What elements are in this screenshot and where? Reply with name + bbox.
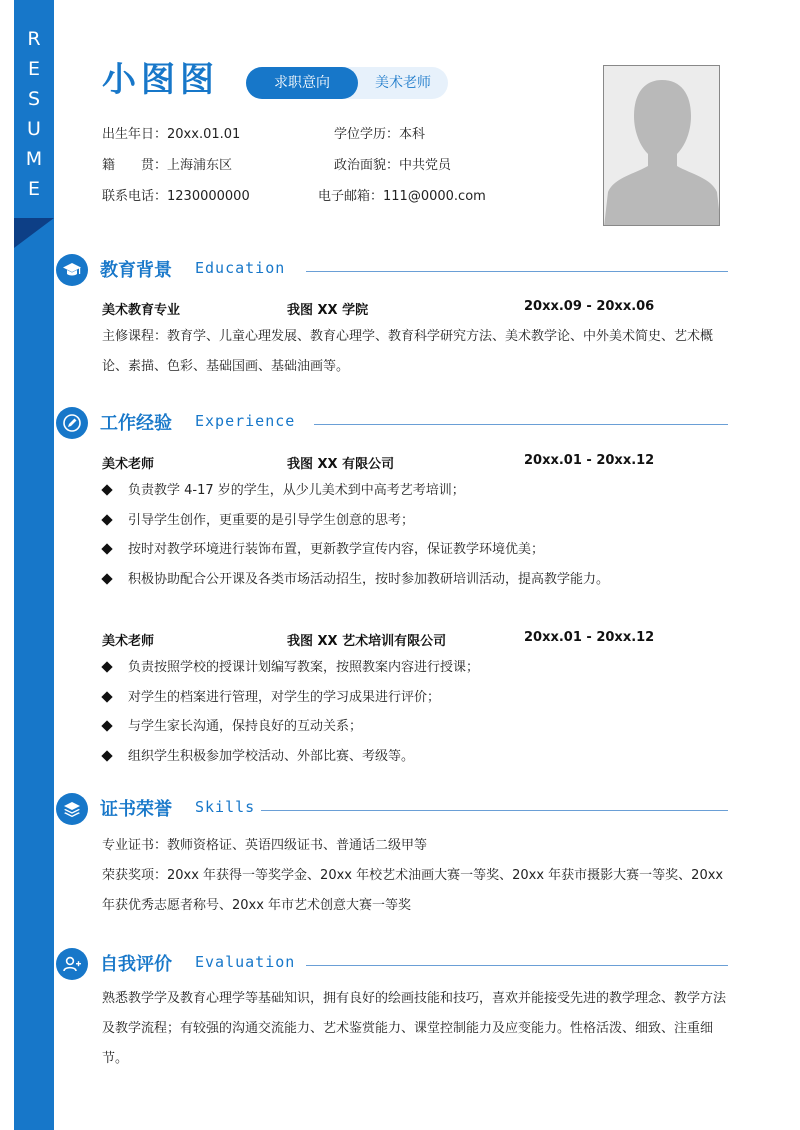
- list-item: [102, 683, 728, 713]
- list-item: [102, 565, 728, 595]
- info-origin: [102, 154, 232, 173]
- info-label: 政治面貌：: [334, 158, 400, 173]
- info-birth: [102, 123, 240, 142]
- info-value: 1230000000: [167, 189, 250, 204]
- info-label: 学位学历：: [334, 127, 400, 142]
- diamond-bullet-icon: [101, 543, 112, 554]
- diamond-bullet-icon: [101, 720, 112, 731]
- section-divider: [306, 965, 728, 966]
- evaluation-text: 熟悉教学学及教育心理学等基础知识，拥有良好的绘画技能和技巧，喜欢并能接受先进的教学理念、教学方法及教学流程；有较强的沟通交流能力、艺术鉴赏能力、课堂控制能力及应变能力。性格活泼、细致、注重细节。: [102, 991, 727, 1066]
- education-period: 20xx.09 - 20xx.06: [524, 299, 655, 314]
- graduation-cap-icon: [56, 254, 88, 286]
- info-value: 20xx.01.01: [167, 127, 241, 142]
- diamond-bullet-icon: [101, 750, 112, 761]
- section-divider: [306, 271, 728, 272]
- resume-letter: R: [27, 28, 41, 50]
- section-title-en: Evaluation: [195, 953, 296, 971]
- duty-text: 负责按照学校的授课计划编写教案，按照教案内容进行授课；: [128, 660, 480, 675]
- job-period: 20xx.01 - 20xx.12: [524, 630, 655, 645]
- person-silhouette-icon: [604, 66, 720, 226]
- list-item: [102, 653, 728, 683]
- profile-photo: [603, 65, 720, 226]
- education-school: 我图 XX 学院: [287, 303, 369, 318]
- diamond-bullet-icon: [101, 514, 112, 525]
- job-intent-pill: [246, 67, 448, 99]
- info-value: 111@0000.com: [383, 189, 486, 204]
- duty-text: 与学生家长沟通，保持良好的互动关系；: [128, 719, 363, 734]
- section-title: 自我评价: [100, 954, 172, 975]
- resume-letter: S: [27, 88, 41, 110]
- layers-icon: [56, 793, 88, 825]
- skills-certificates: 专业证书：教师资格证、英语四级证书、普通话二级甲等: [102, 838, 428, 853]
- section-evaluation-header: [56, 948, 736, 982]
- job-intent-value: 美术老师: [375, 75, 431, 91]
- resume-letter: E: [27, 178, 40, 200]
- section-title: 教育背景: [100, 260, 172, 281]
- list-item: [102, 506, 728, 536]
- education-major: 美术教育专业: [102, 303, 181, 318]
- education-row: [102, 299, 702, 318]
- section-skills-header: [56, 793, 736, 827]
- job-company: 我图 XX 艺术培训有限公司: [287, 634, 447, 649]
- section-title-en: Experience: [195, 412, 296, 430]
- section-title-en: Skills: [195, 798, 256, 816]
- resume-vertical-text: [14, 24, 54, 204]
- info-phone: [102, 185, 250, 204]
- section-title: 证书荣誉: [100, 799, 172, 820]
- job-row: [102, 453, 702, 472]
- info-degree: [334, 123, 425, 142]
- pencil-badge-icon: [56, 407, 88, 439]
- resume-letter: M: [25, 148, 43, 170]
- duty-text: 负责教学 4-17 岁的学生，从少儿美术到中高考艺考培训；: [128, 483, 465, 498]
- section-divider: [314, 424, 728, 425]
- job-role: 美术老师: [102, 457, 155, 472]
- info-value: 上海浦东区: [167, 158, 233, 173]
- job-company: 我图 XX 有限公司: [287, 457, 395, 472]
- info-label: 出生年日：: [102, 127, 168, 142]
- info-label: 电子邮箱：: [318, 189, 384, 204]
- side-band-fold: [14, 218, 54, 248]
- job-intent-label: 求职意向: [246, 67, 358, 99]
- job-role: 美术老师: [102, 634, 155, 649]
- diamond-bullet-icon: [101, 573, 112, 584]
- section-education-header: [56, 254, 736, 288]
- diamond-bullet-icon: [101, 484, 112, 495]
- candidate-name: 小图图: [102, 60, 219, 100]
- info-label: 籍 贯：: [102, 158, 168, 173]
- info-label: 联系电话：: [102, 189, 168, 204]
- section-title: 工作经验: [100, 413, 172, 434]
- info-value: 中共党员: [399, 158, 452, 173]
- list-item: [102, 476, 728, 506]
- resume-letter: E: [27, 58, 40, 80]
- job-period: 20xx.01 - 20xx.12: [524, 453, 655, 468]
- diamond-bullet-icon: [101, 691, 112, 702]
- info-political: [334, 154, 451, 173]
- section-experience-header: [56, 407, 736, 441]
- list-item: [102, 712, 728, 742]
- section-title-en: Education: [195, 259, 286, 277]
- list-item: [102, 535, 728, 565]
- education-courses: 主修课程：教育学、儿童心理发展、教育心理学、教育科学研究方法、美术教学论、中外美术简史、艺术概论、素描、色彩、基础国画、基础油画等。: [102, 329, 714, 374]
- job-duties-list: [102, 653, 728, 771]
- info-email: [318, 185, 486, 204]
- skills-awards: 荣获奖项：20xx 年获得一等奖学金、20xx 年校艺术油画大赛一等奖、20xx 年获市摄影大赛一等奖、20xx 年获优秀志愿者称号、20xx 年市艺术创意大赛一等奖: [102, 868, 724, 913]
- user-plus-icon: [56, 948, 88, 980]
- resume-letter: U: [27, 118, 41, 140]
- duty-text: 引导学生创作，更重要的是引导学生创意的思考；: [128, 512, 415, 528]
- diamond-bullet-icon: [101, 661, 112, 672]
- duty-text: 积极协助配合公开课及各类市场活动招生，按时参加教研培训活动，提高教学能力。: [128, 571, 610, 587]
- job-row: [102, 630, 702, 649]
- job-duties-list: [102, 476, 728, 594]
- duty-text: 按时对教学环境进行装饰布置，更新教学宣传内容，保证教学环境优美；: [128, 542, 545, 557]
- info-value: 本科: [399, 127, 426, 142]
- list-item: [102, 742, 728, 772]
- section-divider: [261, 810, 728, 811]
- duty-text: 组织学生积极参加学校活动、外部比赛、考级等。: [128, 748, 415, 764]
- duty-text: 对学生的档案进行管理，对学生的学习成果进行评价；: [128, 689, 441, 705]
